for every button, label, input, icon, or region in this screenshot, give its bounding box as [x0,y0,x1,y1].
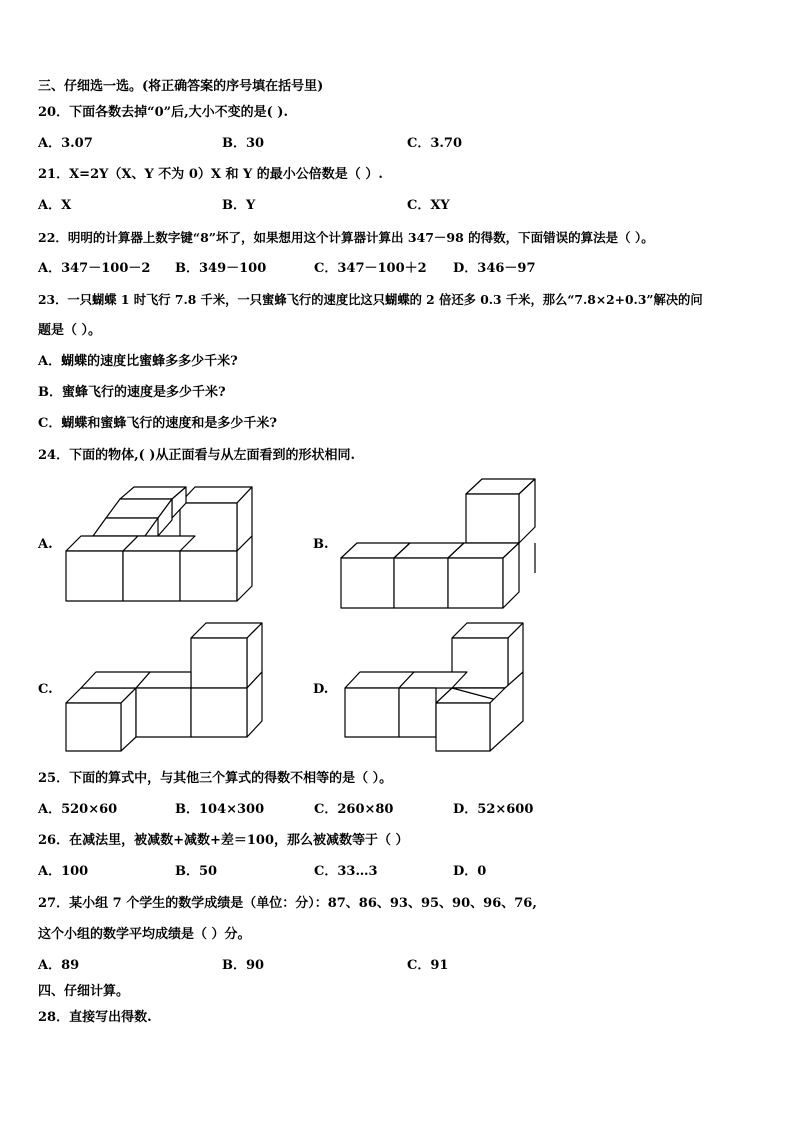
q20-option-c[interactable]: C．3.70 [407,136,463,151]
question-24-stem: 24．下面的物体,( )从正面看与从左面看到的形状相同. [38,448,355,463]
q23-option-c[interactable]: C．蝴蝶和蜜蜂飞行的速度和是多少千米? [38,416,277,431]
q22-option-c[interactable]: C．347－100＋2 [314,261,427,276]
q24-figure-c-label[interactable]: C. [38,682,53,697]
question-26-stem: 26．在减法里，被减数+减数+差＝100，那么被减数等于（ ） [38,833,409,848]
q25-option-a[interactable]: A．520×60 [38,802,118,817]
question-27-stem-line2: 这个小组的数学平均成绩是（ ）分。 [38,927,251,942]
q20-option-b[interactable]: B．30 [222,136,265,151]
q27-option-c[interactable]: C．91 [407,958,449,973]
q20-option-a[interactable]: A．3.07 [38,136,93,151]
q25-option-c[interactable]: C．260×80 [314,802,394,817]
q26-option-b[interactable]: B．50 [175,864,218,879]
q25-option-d[interactable]: D．52×600 [453,802,534,817]
q26-option-a[interactable]: A．100 [38,864,89,879]
q24-figure-d-label[interactable]: D. [313,682,329,697]
q22-option-a[interactable]: A．347－100－2 [38,261,151,276]
q21-option-a[interactable]: A．X [38,198,72,213]
question-23-stem-line2: 题是（ ）。 [38,323,102,338]
q23-option-b[interactable]: B．蜜蜂飞行的速度是多少千米? [38,385,226,400]
question-23-stem-line1: 23．一只蝴蝶 1 时飞行 7.8 千米，一只蜜蜂飞行的速度比这只蝴蝶的 2 倍还多 0.3 千米，那么“7.8×2+0.3”解决的问 [38,292,703,307]
q27-option-a[interactable]: A．89 [38,958,80,973]
q26-option-c[interactable]: C．33…3 [314,864,378,879]
question-20-stem: 20．下面各数去掉“0”后,大小不变的是( ). [38,105,288,120]
q22-option-d[interactable]: D．346－97 [453,261,536,276]
q26-option-d[interactable]: D．0 [453,864,487,879]
q25-option-b[interactable]: B．104×300 [175,802,265,817]
question-28-stem: 28．直接写出得数. [38,1010,152,1025]
section-heading-3: 三、仔细选一选。(将正确答案的序号填在括号里) [38,79,324,94]
q23-option-a[interactable]: A．蝴蝶的速度比蜜蜂多多少千米? [38,354,238,369]
q21-option-b[interactable]: B．Y [222,198,256,213]
question-22-stem: 22．明明的计算器上数字键“8”坏了，如果想用这个计算器计算出 347－98 的得数，下面错误的算法是（ ）。 [38,230,654,245]
question-21-stem: 21．X=2Y（X、Y 不为 0）X 和 Y 的最小公倍数是（ ）. [38,167,383,182]
q22-option-b[interactable]: B．349－100 [175,261,267,276]
q24-figure-a-label[interactable]: A. [38,537,53,552]
question-25-stem: 25．下面的算式中，与其他三个算式的得数不相等的是（ ）。 [38,771,393,786]
question-27-stem-line1: 27．某小组 7 个学生的数学成绩是（单位：分）：87、86、93、95、90、96、76, [38,896,537,911]
section-heading-4: 四、仔细计算。 [38,984,130,999]
q27-option-b[interactable]: B．90 [222,958,265,973]
q21-option-c[interactable]: C．XY [407,198,450,213]
q24-figure-b-label[interactable]: B. [313,537,329,552]
